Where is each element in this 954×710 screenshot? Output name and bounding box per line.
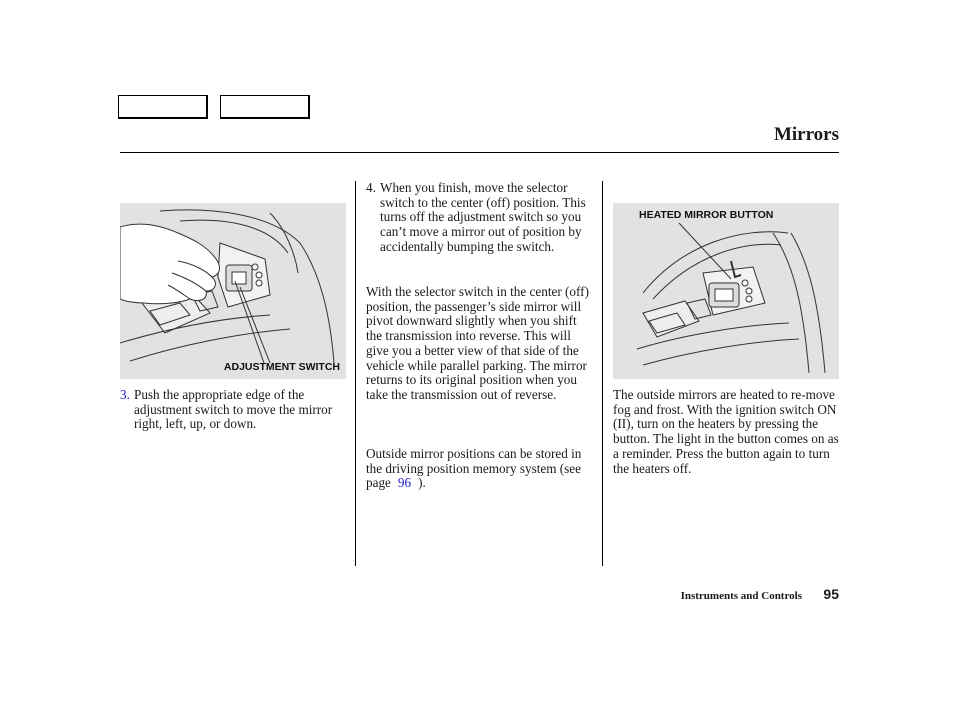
step-4-number: 4. [366, 180, 376, 195]
door-panel-hand-drawing [120, 203, 346, 379]
memory-text: Outside mirror positions can be stored in the driving position memory system (see page [366, 446, 582, 491]
step-4 [366, 181, 592, 255]
step-3-text: Push the appropriate edge of the adjustment switch to move the mirror right, left, up, or down. [134, 387, 333, 432]
column-divider-2 [602, 181, 603, 566]
door-panel-drawing [613, 203, 839, 379]
step-3 [120, 388, 346, 432]
heated-mirror-illustration [613, 203, 839, 379]
column-divider-1 [355, 181, 356, 566]
adjustment-switch-caption: ADJUSTMENT SWITCH [223, 361, 340, 373]
memory-text-end: ). [418, 475, 426, 491]
memory-paragraph [366, 447, 592, 491]
page-96-link[interactable]: 96 [397, 475, 412, 491]
nav-button-2[interactable] [220, 95, 310, 119]
page-number: 95 [823, 586, 839, 602]
page-title: Mirrors [773, 124, 839, 145]
adjustment-switch-illustration [120, 203, 346, 379]
selector-switch-paragraph: With the selector switch in the center (off) position, the passenger’s side mirror will pivot downward slightly when you shift the transmission into reverse. This will give you a better view of that side of the vehicle while parallel parking. The mirror returns to its original position when you take the transmission out of reverse. [366, 284, 589, 402]
title-divider [120, 152, 839, 153]
step-4-text: When you finish, move the selector switch to the center (off) position. This turns off the adjustment switch so you can’t move a mirror out of position by accidentally bumping the switch. [380, 180, 586, 254]
footer-section-name: Instruments and Controls [680, 590, 802, 602]
heated-mirror-paragraph: The outside mirrors are heated to re-move fog and frost. With the ignition switch ON (II), turn on the heaters by pressing the button. The light in the button comes on as a reminder. Press the button again to turn the heaters off. [613, 387, 839, 476]
nav-button-1[interactable] [118, 95, 208, 119]
step-3-number: 3. [120, 387, 130, 402]
heated-mirror-caption: HEATED MIRROR BUTTON [639, 209, 774, 221]
